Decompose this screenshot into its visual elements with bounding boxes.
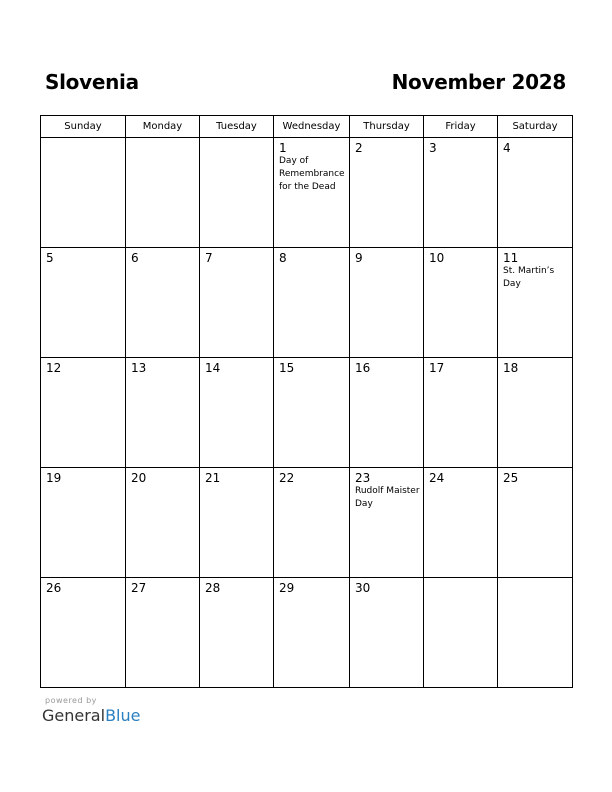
day-number: 4 <box>503 141 511 155</box>
calendar-day-cell <box>350 468 424 578</box>
holiday-label: St. Martin’s Day <box>503 266 555 289</box>
calendar-day-cell <box>274 358 350 468</box>
day-number <box>424 578 497 581</box>
day-number: 2 <box>355 141 363 155</box>
calendar-day-cell <box>498 358 573 468</box>
day-number: 29 <box>279 581 295 595</box>
day-number: 3 <box>429 141 437 155</box>
calendar-day-cell <box>424 138 498 248</box>
month-year-title: November 2028 <box>391 70 566 94</box>
calendar-day-cell <box>41 138 126 248</box>
weekday-saturday: Saturday <box>498 116 573 138</box>
calendar-grid <box>40 115 573 688</box>
weekday-monday: Monday <box>126 116 200 138</box>
calendar-body <box>41 138 573 688</box>
footer-branding <box>42 696 140 725</box>
calendar-day-cell <box>274 248 350 358</box>
calendar-day-cell <box>350 138 424 248</box>
brand-logo <box>42 706 140 725</box>
country-title: Slovenia <box>45 70 139 94</box>
calendar-day-cell <box>126 468 200 578</box>
calendar-day-cell <box>200 138 274 248</box>
day-number: 19 <box>46 471 62 485</box>
day-number: 18 <box>503 361 519 375</box>
day-number: 6 <box>131 251 139 265</box>
calendar-week-row <box>41 468 573 578</box>
day-number: 21 <box>205 471 221 485</box>
calendar-day-cell <box>498 578 573 688</box>
calendar-day-cell <box>424 578 498 688</box>
day-number: 5 <box>46 251 54 265</box>
day-number: 10 <box>429 251 445 265</box>
day-number: 15 <box>279 361 295 375</box>
day-number: 7 <box>205 251 213 265</box>
calendar-week-row <box>41 358 573 468</box>
calendar-day-cell <box>498 248 573 358</box>
day-number <box>41 138 125 141</box>
holiday-label: Rudolf Maister Day <box>355 486 420 509</box>
day-number: 11 <box>503 251 519 265</box>
day-number: 24 <box>429 471 445 485</box>
powered-by-label: powered by <box>45 696 97 705</box>
weekday-thursday: Thursday <box>350 116 424 138</box>
calendar-day-cell <box>41 358 126 468</box>
day-number: 30 <box>355 581 371 595</box>
calendar-day-cell <box>350 358 424 468</box>
calendar-day-cell <box>350 248 424 358</box>
day-number: 22 <box>279 471 295 485</box>
weekday-header-row <box>41 116 573 138</box>
day-number: 1 <box>279 141 287 155</box>
calendar-week-row <box>41 248 573 358</box>
day-number: 27 <box>131 581 147 595</box>
calendar-day-cell <box>424 468 498 578</box>
day-number: 8 <box>279 251 287 265</box>
day-number: 28 <box>205 581 221 595</box>
holiday-label: Day of Remembrance for the Dead <box>279 156 345 192</box>
day-number: 25 <box>503 471 519 485</box>
calendar-day-cell <box>274 468 350 578</box>
day-number: 20 <box>131 471 147 485</box>
calendar-day-cell <box>498 468 573 578</box>
calendar-day-cell <box>350 578 424 688</box>
calendar-day-cell <box>424 358 498 468</box>
calendar-day-cell <box>200 358 274 468</box>
calendar-day-cell <box>498 138 573 248</box>
calendar-day-cell <box>41 248 126 358</box>
day-number <box>498 578 572 581</box>
day-number: 17 <box>429 361 445 375</box>
day-number <box>200 138 273 141</box>
weekday-tuesday: Tuesday <box>200 116 274 138</box>
calendar-day-cell <box>424 248 498 358</box>
brand-blue-text: Blue <box>105 706 141 725</box>
calendar-week-row <box>41 578 573 688</box>
calendar-day-cell <box>200 248 274 358</box>
calendar-day-cell <box>126 248 200 358</box>
calendar-day-cell <box>126 358 200 468</box>
day-number: 13 <box>131 361 147 375</box>
day-number: 23 <box>355 471 371 485</box>
calendar-day-cell <box>274 138 350 248</box>
day-number: 16 <box>355 361 371 375</box>
calendar-day-cell <box>274 578 350 688</box>
day-number <box>126 138 199 141</box>
day-number: 26 <box>46 581 62 595</box>
calendar-day-cell <box>41 468 126 578</box>
calendar-day-cell <box>126 578 200 688</box>
calendar-week-row <box>41 138 573 248</box>
day-number: 14 <box>205 361 221 375</box>
calendar-day-cell <box>200 468 274 578</box>
weekday-friday: Friday <box>424 116 498 138</box>
day-number: 9 <box>355 251 363 265</box>
weekday-sunday: Sunday <box>41 116 126 138</box>
day-number: 12 <box>46 361 62 375</box>
brand-general-text: General <box>42 706 106 725</box>
calendar-day-cell <box>41 578 126 688</box>
weekday-wednesday: Wednesday <box>274 116 350 138</box>
calendar-day-cell <box>200 578 274 688</box>
calendar-day-cell <box>126 138 200 248</box>
